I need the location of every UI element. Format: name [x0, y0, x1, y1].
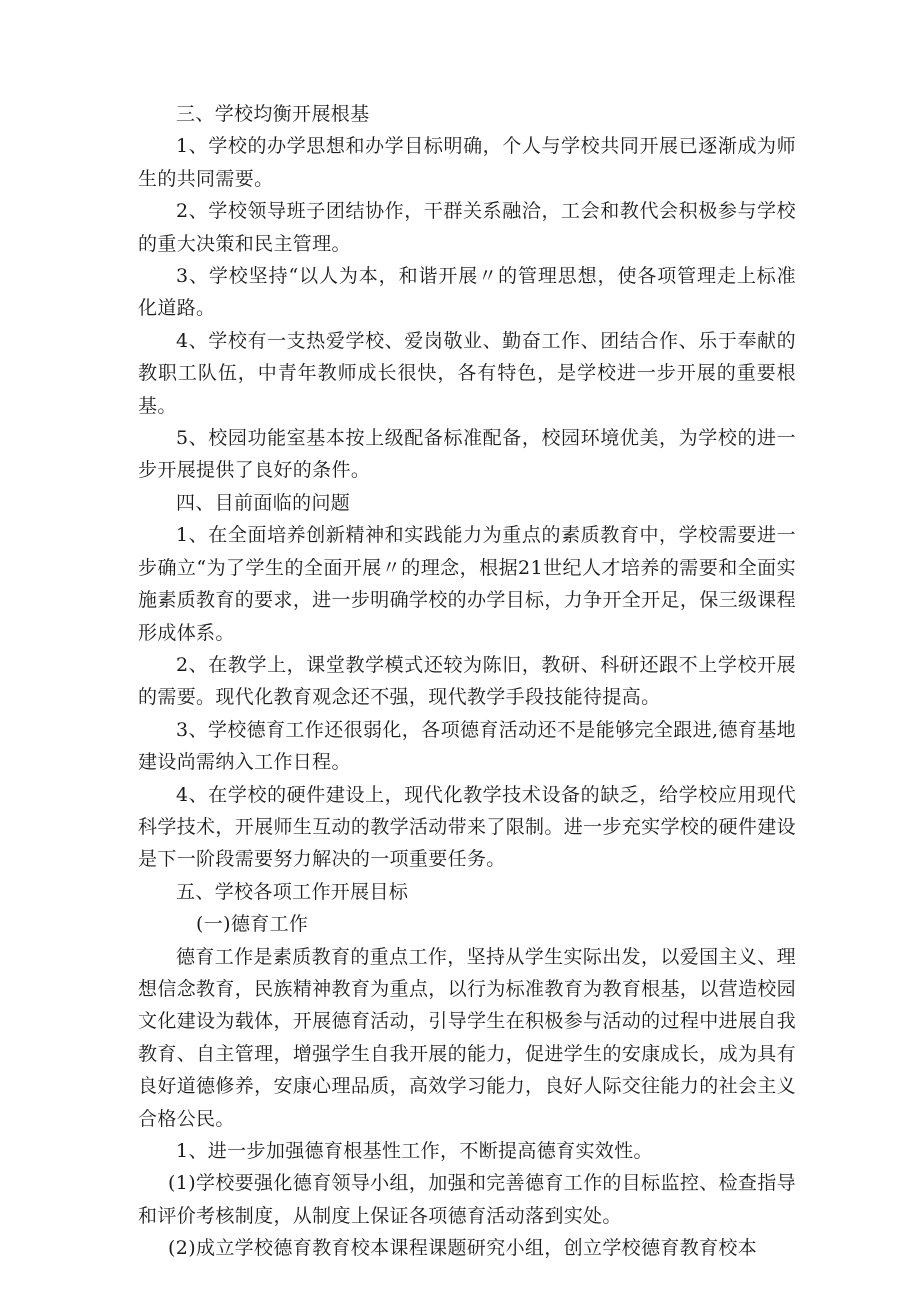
paragraph: 2、学校领导班子团结协作，干群关系融洽，工会和教代会积极参与学校的重大决策和民主管理。: [138, 200, 796, 255]
subsection-heading: (一)德育工作: [196, 913, 309, 936]
section-heading-4: 四、目前面临的问题: [176, 491, 351, 514]
paragraph: 2、在教学上，课堂教学模式还较为陈旧，教研、科研还跟不上学校开展的需要。现代化教育观念还不强，现代教学手段技能待提高。: [138, 653, 796, 709]
paragraph: 3、学校德育工作还很弱化，各项德育活动还不是能够完全跟进,德育基地建设尚需纳入工作日程。: [138, 718, 796, 774]
section-heading-3: 三、学校均衡开展根基: [176, 103, 370, 125]
section-heading-5: 五、学校各项工作开展目标: [176, 880, 409, 903]
paragraph: 5、校园功能室基本按上级配备标准配备，校园环境优美，为学校的进一步开展提供了良好的条件。: [138, 427, 796, 482]
paragraph: 1、在全面培养创新精神和实践能力为重点的素质教育中，学校需要进一步确立“为了学生的全面开展〃的理念，根据21世纪人才培养的需要和全面实施素质教育的要求，进一步明确学校的办学目标，力争开全开足，保三级课程形成体系。: [138, 524, 796, 644]
paragraph: 1、进一步加强德育根基性工作，不断提高德育实效性。: [176, 1140, 653, 1162]
paragraph: 1、学校的办学思想和办学目标明确，个人与学校共同开展已逐渐成为师生的共同需要。: [138, 135, 796, 190]
paragraph: 4、在学校的硬件建设上，现代化教学技术设备的缺乏，给学校应用现代科学技术，开展师生互动的教学活动带来了限制。进一步充实学校的硬件建设是下一阶段需要努力解决的一项重要任务。: [138, 783, 796, 871]
paragraph: 德育工作是素质教育的重点工作，坚持从学生实际出发，以爱国主义、理想信念教育，民族精神教育为重点，以行为标准教育为教育根基，以营造校园文化建设为载体，开展德育活动，引导学生在积极参与活动的过程中进展自我教育、自主管理，增强学生自我开展的能力，促进学生的安康成长，成为具有良好道德修养，安康心理品质，高效学习能力，良好人际交往能力的社会主义合格公民。: [138, 945, 796, 1130]
list-item: (1)学校要强化德育领导小组，加强和完善德育工作的目标监控、检查指导和评价考核制度，从制度上保证各项德育活动落到实处。: [138, 1172, 796, 1227]
paragraph: 3、学校坚持“以人为本，和谐开展〃的管理思想，使各项管理走上标准化道路。: [138, 265, 796, 320]
paragraph: 4、学校有一支热爱学校、爱岗敬业、勤奋工作、团结合作、乐于奉献的教职工队伍，中青年教师成长很快，各有特色，是学校进一步开展的重要根基。: [138, 329, 796, 417]
document-page: [138, 98, 796, 1265]
list-item: (2)成立学校德育教育校本课程课题研究小组，创立学校德育教育校本: [168, 1237, 758, 1260]
